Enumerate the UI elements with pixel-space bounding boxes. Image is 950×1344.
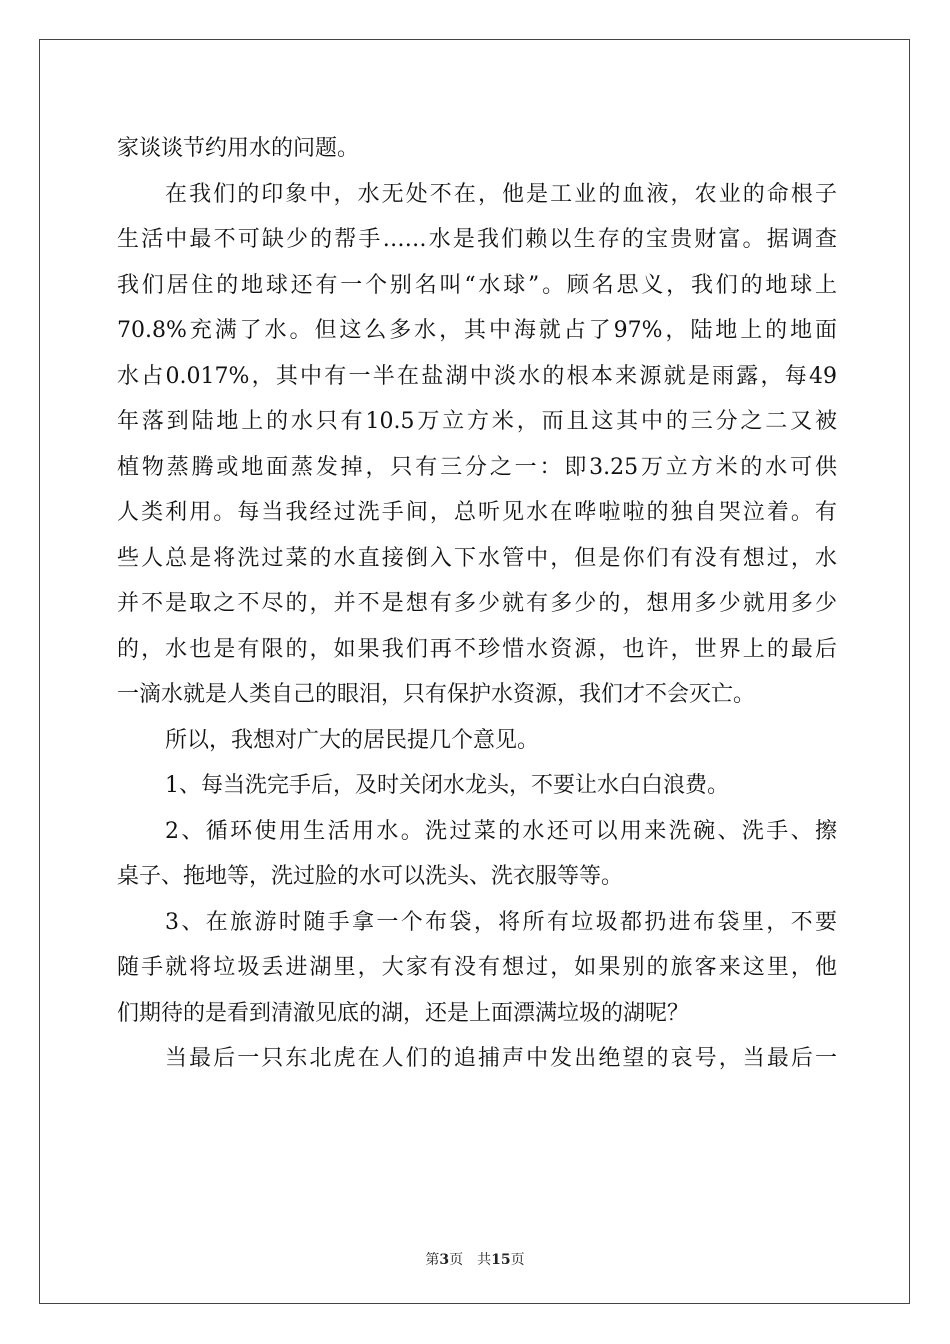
text-line: 70.8%充满了水。但这么多水，其中海就占了97%，陆地上的地面	[117, 318, 837, 343]
text-line: 所以，我想对广大的居民提几个意见。	[165, 727, 540, 753]
page-footer	[0, 1249, 950, 1269]
text-line: 年落到陆地上的水只有10.5万立方米，而且这其中的三分之二又被	[117, 409, 837, 434]
text-line: 们期待的是看到清澈见底的湖，还是上面漂满垃圾的湖呢？	[117, 1000, 690, 1026]
text-line: 的，水也是有限的，如果我们再不珍惜水资源，也许，世界上的最后	[117, 636, 837, 662]
footer-total-suffix: 页	[510, 1252, 525, 1268]
footer-page-number: 3	[439, 1252, 450, 1268]
document-body	[117, 126, 837, 1082]
text-line: 并不是取之不尽的，并不是想有多少就有多少的，想用多少就用多少	[117, 591, 837, 616]
text-line: 水占0.017%，其中有一半在盐湖中淡水的根本来源就是雨露，每49	[117, 363, 837, 389]
text-line: 桌子、拖地等，洗过脸的水可以洗头、洗衣服等等。	[117, 864, 624, 889]
text-line: 2、循环使用生活用水。洗过菜的水还可以用来洗碗、洗手、擦	[165, 818, 837, 844]
footer-page-prefix: 第	[425, 1252, 440, 1268]
text-line: 一滴水就是人类自己的眼泪，只有保护水资源，我们才不会灭亡。	[117, 682, 756, 707]
footer-total-prefix: 共	[477, 1252, 492, 1268]
text-line: 在我们的印象中，水无处不在，他是工业的血液，农业的命根子	[165, 181, 837, 207]
text-line: 人类利用。每当我经过洗手间，总听见水在哗啦啦的独自哭泣着。有	[117, 500, 837, 525]
text-line: 些人总是将洗过菜的水直接倒入下水管中，但是你们有没有想过，水	[117, 545, 837, 571]
text-line: 生活中最不可缺少的帮手……水是我们赖以生存的宝贵财富。据调查	[117, 227, 837, 252]
text-line: 随手就将垃圾丢进湖里，大家有没有想过，如果别的旅客来这里，他	[117, 955, 837, 980]
text-line: 我们居住的地球还有一个别名叫“水球”。顾名思义，我们的地球上	[117, 272, 837, 298]
text-line: 3、在旅游时随手拿一个布袋，将所有垃圾都扔进布袋里，不要	[165, 909, 837, 935]
text-line: 1、每当洗完手后，及时关闭水龙头，不要让水白白浪费。	[165, 773, 729, 798]
text-line: 当最后一只东北虎在人们的追捕声中发出绝望的哀号，当最后一	[165, 1046, 837, 1071]
text-line: 家谈谈节约用水的问题。	[117, 136, 360, 161]
text-line: 植物蒸腾或地面蒸发掉，只有三分之一：即3.25万立方米的水可供	[117, 454, 837, 480]
footer-total-pages: 15	[491, 1252, 511, 1268]
footer-page-suffix: 页	[449, 1252, 464, 1268]
